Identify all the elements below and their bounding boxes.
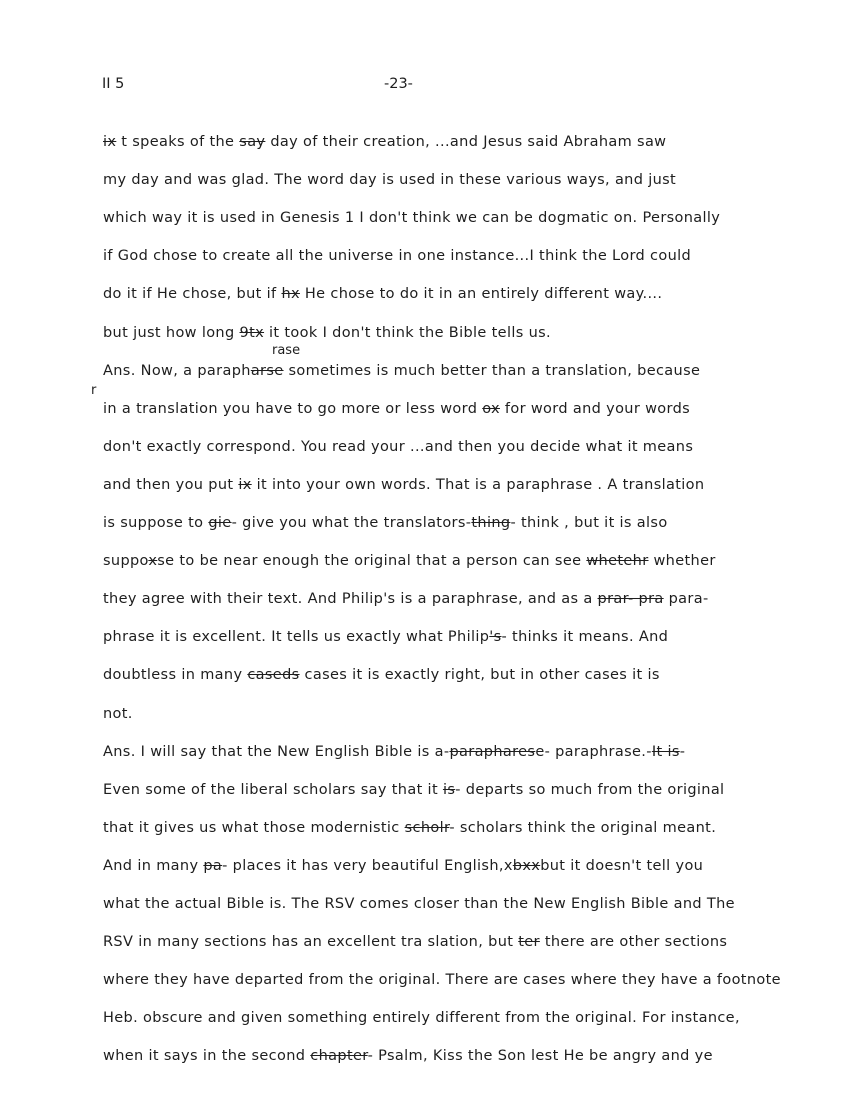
struck-text: arse	[250, 362, 284, 379]
text-run: not.	[103, 705, 133, 722]
margin-note: r	[91, 383, 97, 398]
text-run: for word and your words	[499, 400, 691, 417]
struck-text: ox	[482, 400, 500, 417]
text-run: RSV in many sections has an excellent tra slation, but	[103, 934, 519, 951]
text-run: they agree with their text. And Philip's is a paraphrase, and as a	[103, 591, 598, 608]
text-line	[103, 171, 676, 189]
struck-text: x	[148, 553, 158, 570]
text-run: but it doesn't tell you	[540, 857, 704, 874]
text-run: which way it is used in Genesis 1 I don't think we can be dogmatic on. Personally	[103, 210, 721, 227]
text-run: cases it is exactly right, but in other cases it is	[299, 667, 660, 684]
struck-text: whetehr	[586, 553, 649, 570]
text-run: doubtless in many	[103, 667, 248, 684]
text-line	[103, 666, 660, 684]
text-run: there are other sections	[539, 934, 728, 951]
page-number: -23-	[384, 76, 413, 92]
text-run: - scholars think the original meant.	[449, 819, 717, 836]
struck-text: say	[239, 134, 266, 150]
text-line	[103, 247, 691, 265]
text-line	[103, 1009, 740, 1027]
text-run: don't exactly correspond. You read your ...and then you decide what it means	[103, 438, 694, 455]
text-run: -	[679, 743, 686, 760]
text-line	[103, 476, 704, 494]
text-run: t speaks of the	[116, 134, 240, 150]
struck-text: chapter	[310, 1048, 368, 1065]
text-run: do it if He chose, but if	[103, 286, 282, 303]
text-run: sometimes is much better than a translation, because	[283, 362, 701, 379]
struck-text: pa	[203, 857, 223, 874]
text-run: - departs so much from the original	[455, 781, 725, 798]
text-run: if God chose to create all the universe in one instance...I think the Lord could	[103, 248, 692, 265]
text-line	[103, 781, 724, 799]
text-run: what the actual Bible is. The RSV comes closer than the New English Bible and The	[103, 896, 735, 912]
text-run: He chose to do it in an entirely different way....	[299, 286, 663, 303]
text-run: - think , but it is also	[510, 515, 668, 531]
text-run: in a translation you have to go more or less word	[103, 400, 483, 417]
text-run: - thinks it means. And	[501, 629, 669, 646]
text-run: - places it has very beautiful English,x	[222, 857, 513, 874]
text-run: my day and was glad. The word day is used in these various ways, and just	[103, 172, 677, 189]
struck-text: is	[442, 781, 456, 798]
text-run: And in many	[103, 857, 204, 874]
text-run: Heb. obscure and given something entirely different from the original. For instance,	[103, 1010, 740, 1027]
text-line	[103, 743, 685, 761]
text-run: is suppose to	[103, 515, 209, 531]
text-run: Ans. Now, a paraph	[103, 362, 251, 379]
struck-text: scholr	[404, 819, 450, 836]
text-line	[103, 933, 727, 951]
text-run: e- paraphrase.-	[535, 743, 652, 760]
text-run: Ans. I will say that the New English Bible is a-	[103, 743, 450, 760]
struck-text: It is	[651, 743, 680, 760]
text-run: it into your own words. That is a paraphrase . A translation	[251, 476, 705, 493]
text-run: whether	[648, 553, 716, 570]
struck-text: thing	[471, 515, 511, 531]
text-run: where they have departed from the original. There are cases where they have a footnote	[103, 972, 781, 989]
text-line	[103, 133, 666, 151]
text-line	[103, 590, 709, 608]
text-line	[103, 285, 662, 303]
struck-text: caseds	[247, 667, 300, 684]
struck-text: prar- pra	[597, 591, 664, 608]
struck-text: bxx	[512, 857, 541, 874]
text-line	[103, 362, 700, 380]
struck-text: hx	[281, 286, 300, 303]
struck-text: ix	[103, 134, 117, 150]
text-line	[103, 1047, 713, 1065]
section-label: II 5	[102, 76, 125, 92]
text-run: when it says in the second	[103, 1048, 311, 1065]
text-line	[103, 514, 668, 532]
struck-text: gie	[208, 515, 232, 531]
struck-text: paraphares	[449, 743, 536, 760]
text-line	[103, 209, 720, 227]
text-run: that it gives us what those modernistic	[103, 819, 405, 836]
struck-text: 9tx	[239, 324, 265, 341]
text-run: it took I don't think the Bible tells us.	[264, 324, 551, 341]
text-run: Even some of the liberal scholars say that it	[103, 781, 443, 798]
text-run: phrase it is excellent. It tells us exactly what Philip	[103, 629, 490, 646]
text-line	[103, 552, 716, 570]
struck-text: ter	[518, 934, 540, 951]
text-run: se to be near enough the original that a person can see	[157, 553, 587, 570]
text-line	[103, 971, 781, 989]
text-line	[103, 400, 690, 418]
inserted-correction: rase	[272, 343, 301, 358]
text-line	[103, 324, 551, 342]
text-line	[103, 857, 703, 875]
text-run: - Psalm, Kiss the Son lest He be angry and ye	[367, 1048, 713, 1065]
text-line	[103, 628, 668, 646]
text-run: but just how long	[103, 324, 240, 341]
text-line	[103, 438, 693, 456]
text-run: and then you put	[103, 476, 239, 493]
text-line	[103, 819, 716, 837]
struck-text: ix	[238, 476, 252, 493]
text-run: para-	[663, 591, 709, 608]
text-line	[103, 895, 735, 913]
struck-text: 's	[489, 629, 502, 646]
text-run: - give you what the translators-	[231, 515, 472, 531]
text-run: day of their creation, ...and Jesus said Abraham saw	[265, 134, 667, 150]
text-run: suppo	[103, 553, 149, 570]
text-line	[103, 705, 133, 723]
